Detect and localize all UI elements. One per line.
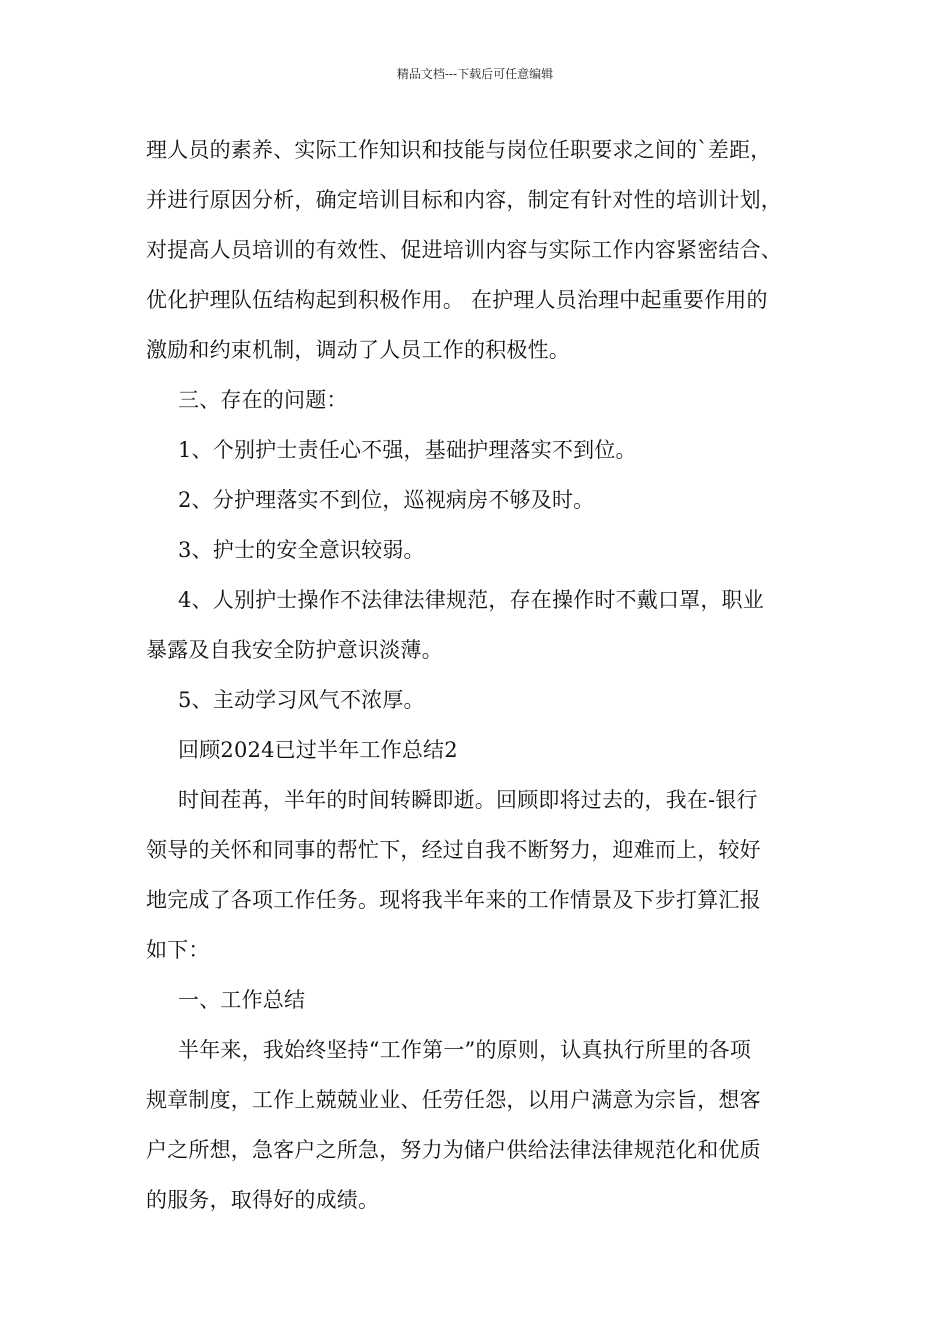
document-title: 回顾2024已过半年工作总结2 — [178, 738, 458, 762]
list-item: 2、分护理落实不到位，巡视病房不够及时。 — [178, 488, 595, 512]
section-heading: 一、工作总结 — [178, 988, 306, 1012]
body-line: 时间茬苒，半年的时间转瞬即逝。回顾即将过去的，我在-银行 — [178, 788, 758, 812]
body-line: 理人员的素养、实际工作知识和技能与岗位任职要求之间的`差距， — [146, 138, 772, 162]
body-line: 地完成了各项工作任务。现将我半年来的工作情景及下步打算汇报 — [146, 888, 761, 912]
list-item: 1、个别护士责任心不强，基础护理落实不到位。 — [178, 438, 637, 462]
section-heading: 三、存在的问题： — [178, 388, 348, 412]
body-line: 的服务，取得好的成绩。 — [146, 1188, 380, 1212]
body-line: 优化护理队伍结构起到积极作用。 在护理人员治理中起重要作用的 — [146, 288, 768, 312]
body-line: 并进行原因分析，确定培训目标和内容，制定有针对性的培训计划， — [146, 188, 782, 212]
body-line: 如下： — [146, 938, 210, 962]
body-line: 对提高人员培训的有效性、促进培训内容与实际工作内容紧密结合、 — [146, 238, 782, 262]
page-header: 精品文档---下载后可任意编辑 — [396, 67, 554, 81]
body-line: 户之所想，急客户之所急，努力为储户供给法律法律规范化和优质 — [146, 1138, 761, 1162]
list-item-continuation: 暴露及自我安全防护意识淡薄。 — [146, 638, 443, 662]
list-item: 4、人别护士操作不法律法律规范，存在操作时不戴口罩，职业 — [178, 588, 764, 612]
body-line: 规章制度，工作上兢兢业业、任劳任怨，以用户满意为宗旨，想客 — [146, 1088, 761, 1112]
list-item: 5、主动学习风气不浓厚。 — [178, 688, 425, 712]
body-line: 领导的关怀和同事的帮忙下，经过自我不断努力，迎难而上，较好 — [146, 838, 761, 862]
body-line: 激励和约束机制，调动了人员工作的积极性。 — [146, 338, 570, 362]
body-line: 半年来，我始终坚持“工作第一”的原则，认真执行所里的各项 — [178, 1038, 752, 1062]
list-item: 3、护士的安全意识较弱。 — [178, 538, 425, 562]
